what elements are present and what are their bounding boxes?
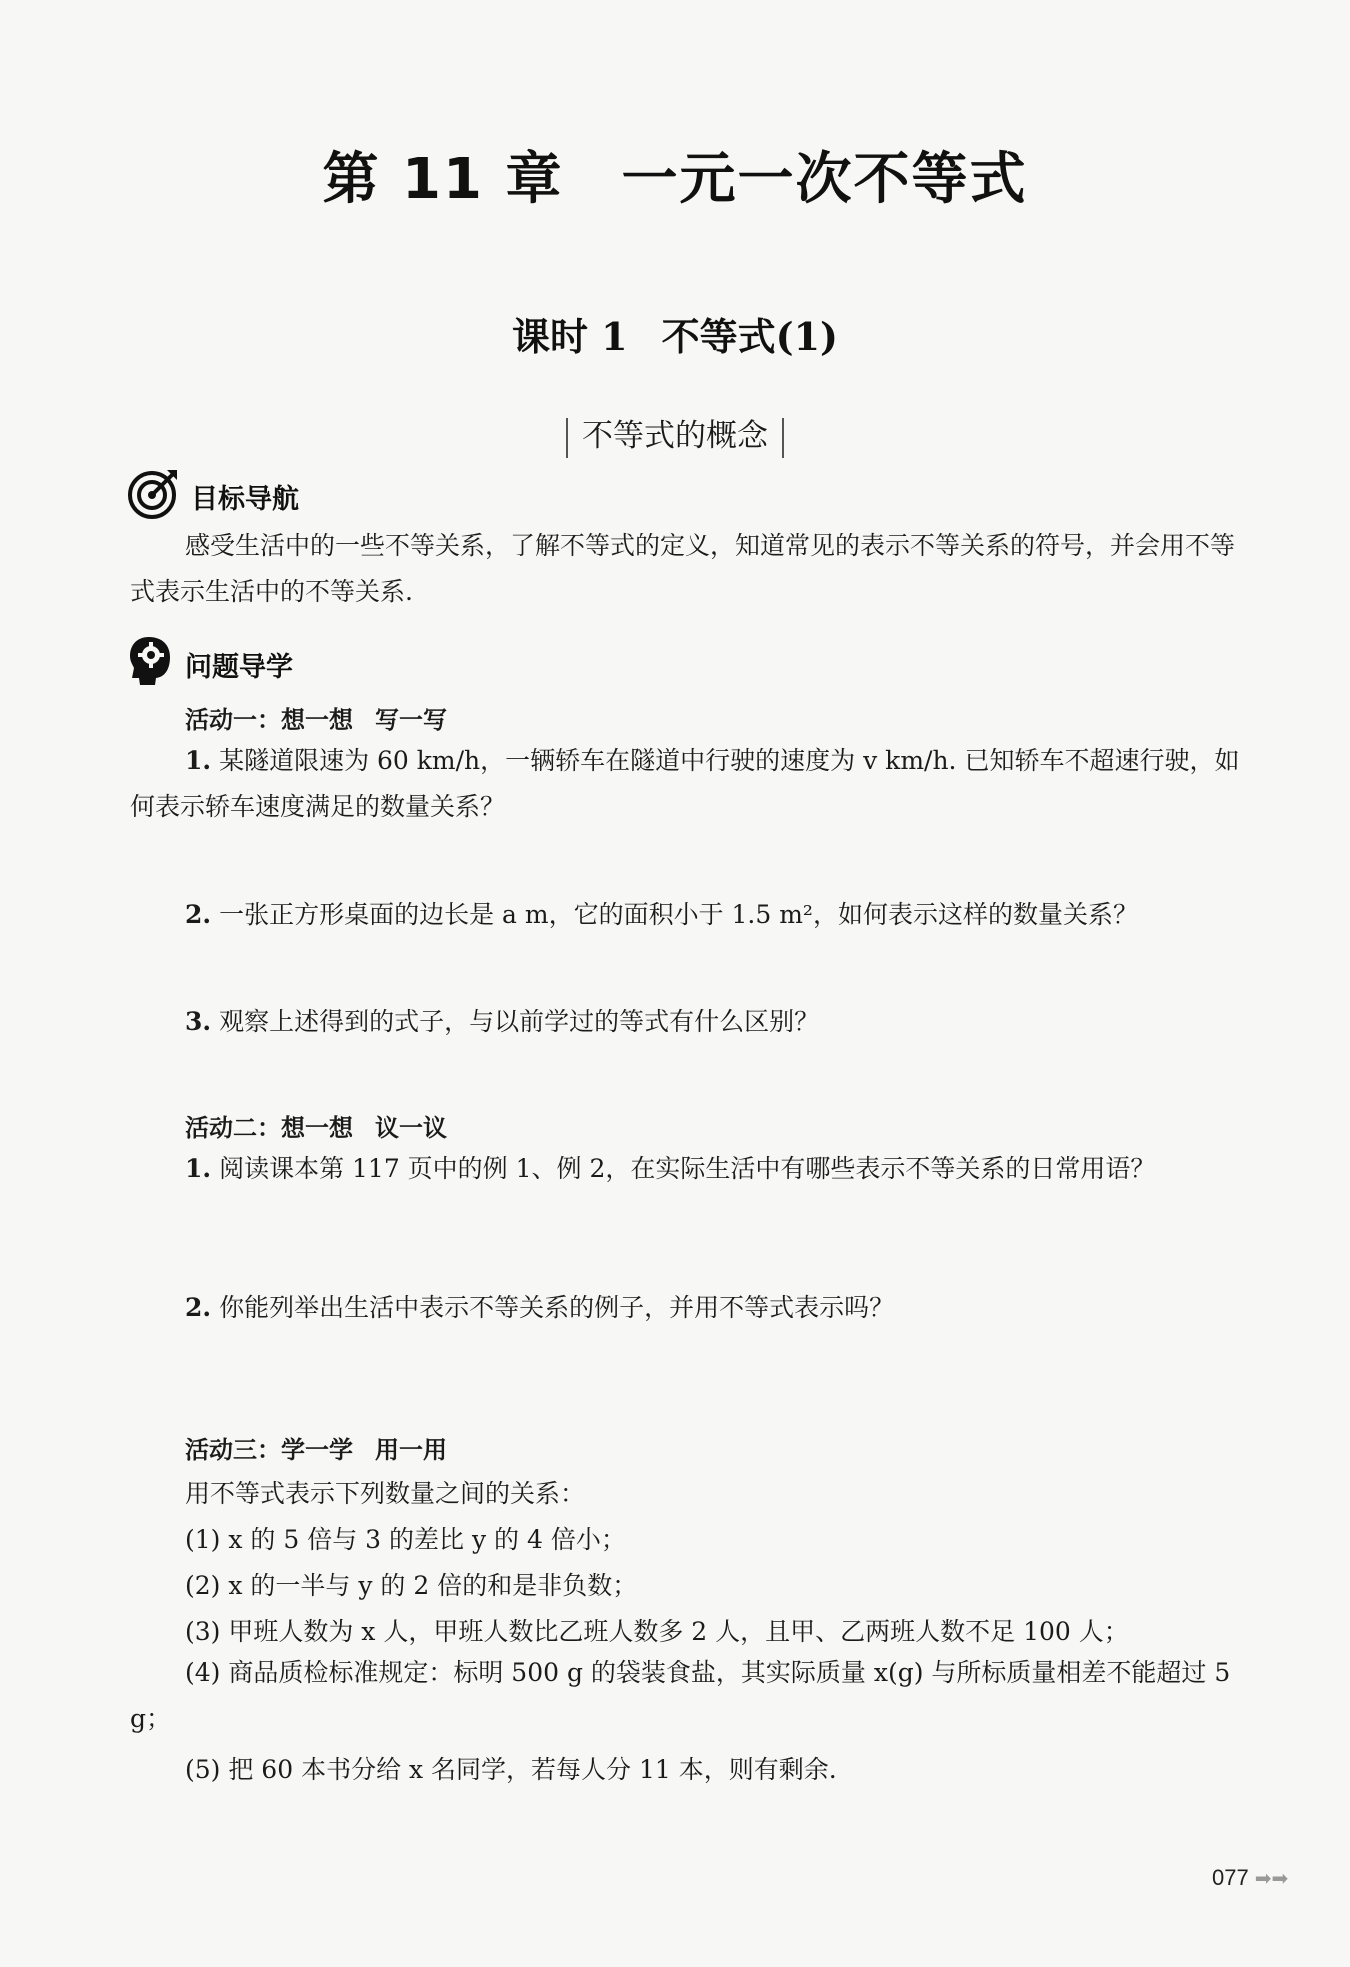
- activity1-q3: [185, 1002, 819, 1038]
- guide-heading: [127, 634, 293, 695]
- activity2-q1-num: 1.: [185, 1154, 212, 1183]
- activity1-title-a: 活动一：想一想: [185, 706, 353, 734]
- lesson-title: [0, 306, 1350, 361]
- activity1-q1: [130, 738, 1245, 830]
- activity3-item-4: (4) 商品质检标准规定：标明 500 g 的袋装食盐，其实际质量 x(g) 与所标质量相差不能超过 5 g；: [130, 1658, 1231, 1733]
- activity3-item-5: (5) 把 60 本书分给 x 名同学，若每人分 11 本，则有剩余.: [185, 1755, 837, 1784]
- chapter-title: [0, 135, 1350, 215]
- activity3-item-1: (1) x 的 5 倍与 3 的差比 y 的 4 倍小；: [185, 1525, 626, 1554]
- guide-heading-text: 问题导学: [185, 652, 293, 683]
- lesson-label: 课时 1: [511, 314, 628, 359]
- activity1-q3-num: 3.: [185, 1007, 212, 1036]
- page-number-text: 077: [1212, 1865, 1249, 1890]
- activity2-title: [185, 1108, 447, 1143]
- activity3-title: [185, 1430, 447, 1465]
- chapter-name: 一元一次不等式: [621, 147, 1028, 212]
- activity1-q2-num: 2.: [185, 900, 212, 929]
- topic-bar-left: [566, 418, 568, 458]
- activity2-title-b: 议一议: [375, 1114, 447, 1142]
- head-gear-icon: [127, 634, 185, 695]
- activity1-q2-text: 一张正方形桌面的边长是 a m，它的面积小于 1.5 m²，如何表示这样的数量关系？: [219, 900, 1138, 929]
- activity1-title-b: 写一写: [375, 706, 447, 734]
- activity1-q1-text: 某隧道限速为 60 km/h，一辆轿车在隧道中行驶的速度为 v km/h. 已知轿车不超速行驶，如何表示轿车速度满足的数量关系？: [130, 746, 1240, 821]
- activity1-q1-num: 1.: [185, 746, 212, 775]
- lesson-name: 不等式(1): [661, 314, 839, 359]
- target-icon: [127, 466, 191, 527]
- topic-title: 不等式的概念: [582, 418, 768, 454]
- activity2-title-a: 活动二：想一想: [185, 1114, 353, 1142]
- activity3-intro: 用不等式表示下列数量之间的关系：: [185, 1479, 586, 1508]
- activity2-q2-num: 2.: [185, 1293, 212, 1322]
- activity2-q1-text: 阅读课本第 117 页中的例 1、例 2，在实际生活中有哪些表示不等关系的日常用语？: [219, 1154, 1156, 1183]
- chapter-number: 第 11 章: [322, 147, 564, 212]
- goals-heading-text: 目标导航: [191, 484, 299, 515]
- activity3-item-3: (3) 甲班人数为 x 人，甲班人数比乙班人数多 2 人，且甲、乙两班人数不足 100 人；: [185, 1617, 1129, 1646]
- activity1-q2: [185, 895, 1138, 931]
- goals-text: 感受生活中的一些不等关系，了解不等式的定义，知道常见的表示不等关系的符号，并会用不等式表示生活中的不等关系.: [130, 531, 1236, 606]
- activity1-title: [185, 700, 447, 735]
- activity2-q2: [185, 1288, 894, 1324]
- activity1-q3-text: 观察上述得到的式子，与以前学过的等式有什么区别？: [219, 1007, 820, 1036]
- goals-heading: [127, 466, 299, 527]
- activity3-title-a: 活动三：学一学: [185, 1436, 353, 1464]
- page-number: [1212, 1865, 1288, 1891]
- activity3-title-b: 用一用: [375, 1436, 447, 1464]
- topic-bar-right: [782, 418, 784, 458]
- activity2-q1: [185, 1149, 1155, 1185]
- activity3-item-2: (2) x 的一半与 y 的 2 倍的和是非负数；: [185, 1571, 638, 1600]
- activity2-q2-text: 你能列举出生活中表示不等关系的例子，并用不等式表示吗？: [219, 1293, 895, 1322]
- arrow-right-icon: ➡➡: [1254, 1868, 1289, 1890]
- topic-heading: [0, 410, 1350, 458]
